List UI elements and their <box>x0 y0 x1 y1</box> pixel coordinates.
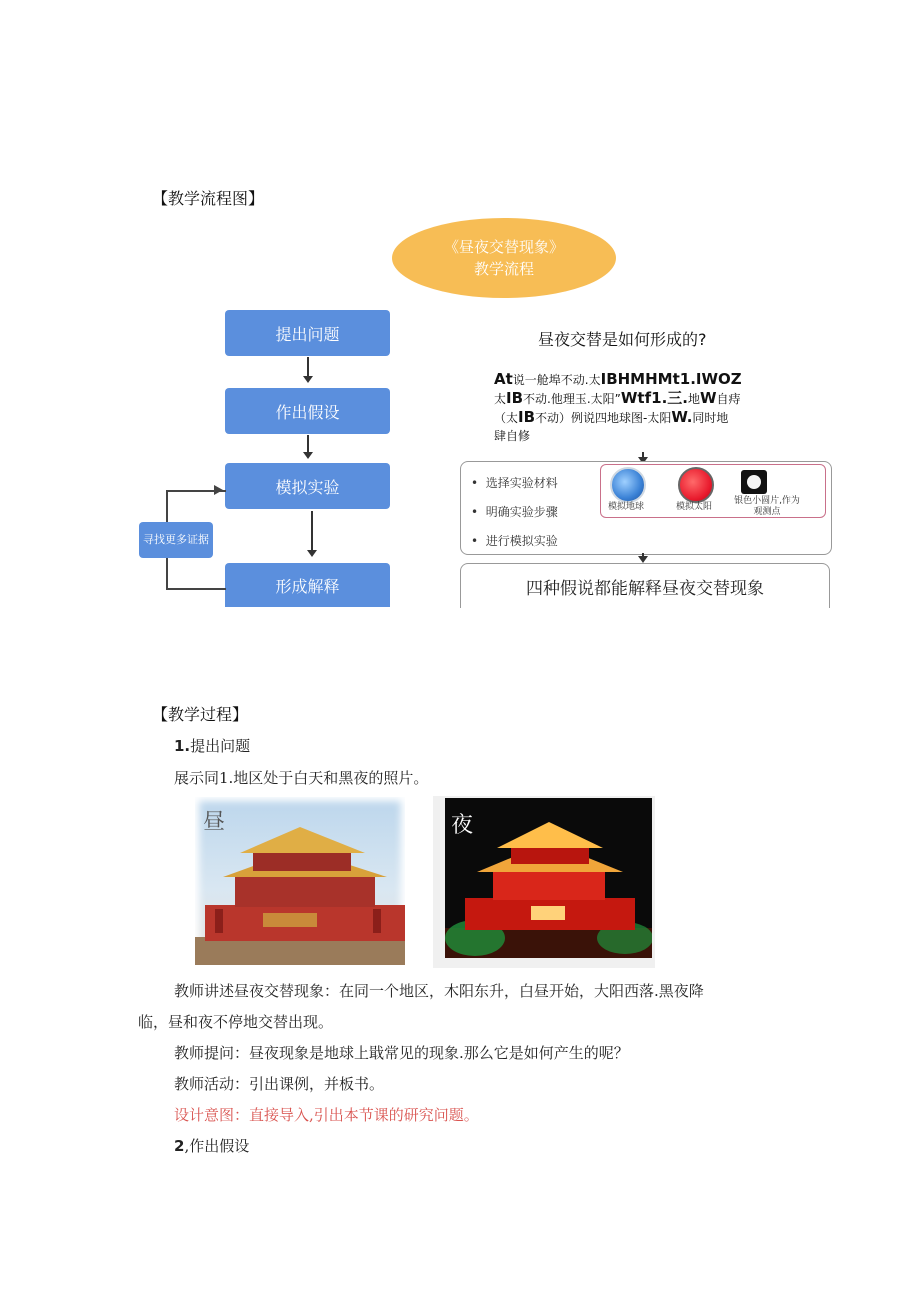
hypo-l1-bold: IBHMHMt1.IWOZ <box>600 370 742 388</box>
nighttime-photo <box>445 798 652 958</box>
find-more-evidence-box: 寻找更多证据 <box>139 522 213 558</box>
heading-2-num: 2 <box>174 1137 185 1155</box>
conclusion-box: 四种假说都能解释昼夜交替现象 <box>460 563 830 608</box>
nighttime-gate-illustration <box>445 798 652 958</box>
step-explanation: 形成解释 <box>225 563 390 607</box>
hypo-l2-c: 不动.他理玉.太阳” <box>523 392 621 406</box>
para-teacher-activity: 教师活动：引出课例，并板书。 <box>174 1075 385 1093</box>
heading-2 <box>174 1131 249 1162</box>
bullet-3-text: 进行模拟实验 <box>485 534 558 548</box>
silver-disc-label: 银色小圆片,作为观测点 <box>734 496 800 517</box>
flow-section-title: 【教学流程图】 <box>152 189 265 208</box>
hypo-l2-e: 地 <box>687 392 700 406</box>
step-raise-question: 提出问题 <box>225 310 390 356</box>
bullet-1-text: 选择实验材料 <box>485 476 558 490</box>
step-simulation: 模拟实验 <box>225 463 390 509</box>
sun-model-label: 模拟太阳 <box>675 502 712 512</box>
oval-line-2: 教学流程 <box>473 260 534 278</box>
hypo-l2-a: 太 <box>494 392 507 406</box>
question-title: 昼夜交替是如何形成的? <box>538 330 707 349</box>
bullet-2: • 明确实验步骤 <box>471 505 558 519</box>
flow-title-oval <box>392 218 616 298</box>
hypo-l2-d: Wtf1.三. <box>620 389 688 407</box>
earth-model-icon <box>610 467 646 503</box>
heading-1-text: 提出问题 <box>190 737 251 755</box>
arrow-hypo-to-exp <box>642 452 644 458</box>
hypo-l1-mid: 说一舱埠不动.太 <box>512 373 601 387</box>
hypo-l3-b: IB <box>518 408 536 426</box>
experiment-steps <box>471 474 558 561</box>
silver-disc-icon <box>741 470 767 494</box>
hypo-l2-g: 自痔 <box>716 392 741 406</box>
step-hypothesis: 作出假设 <box>225 388 390 434</box>
para-teacher-question: 教师提问：昼夜现象是地球上戢常见的现象.那么它是如何产生的呢？ <box>174 1044 629 1062</box>
hypo-l4: 肆自修 <box>494 429 531 443</box>
daytime-gate-illustration <box>195 797 405 965</box>
sun-model-icon <box>678 467 714 503</box>
hypothesis-text <box>494 370 764 445</box>
arrow-2-3 <box>307 435 309 453</box>
para-teacher-narrate-2: 临，昼和夜不停地交替出现。 <box>138 1013 334 1031</box>
hypo-l3-d: W. <box>671 408 693 426</box>
daytime-label: 昼 <box>203 810 226 835</box>
hypo-prefix: At <box>494 370 513 388</box>
hypo-l3-c: 不动）例说四地球图-太阳 <box>535 411 672 425</box>
hypo-l2-f: W <box>699 389 717 407</box>
earth-model-label: 模拟地球 <box>607 502 644 512</box>
bullet-3: • 进行模拟实验 <box>471 534 558 548</box>
hypo-l2-b: IB <box>506 389 524 407</box>
hypo-l3-a: （太 <box>494 411 519 425</box>
hypo-l3-e: 同时地 <box>692 411 729 425</box>
bullet-2-text: 明确实验步骤 <box>485 505 558 519</box>
arrow-exp-to-conclusion <box>642 553 644 557</box>
oval-line-1: 《昼夜交替现象》 <box>443 238 564 256</box>
nighttime-label: 夜 <box>451 813 474 838</box>
heading-1-num: 1. <box>174 737 191 755</box>
heading-1 <box>174 731 250 762</box>
heading-2-text: ,作出假设 <box>184 1137 250 1155</box>
arrow-1-2 <box>307 357 309 377</box>
loop-arrowhead <box>214 485 223 495</box>
arrow-3-4 <box>311 511 313 551</box>
process-section-title: 【教学过程】 <box>152 705 249 724</box>
para-show-photos: 展示同1.地区处于白天和黑夜的照片。 <box>174 769 429 787</box>
para-teacher-narrate-1: 教师讲述昼夜交替现象：在同一个地区，木阳东升，白昼开始，大阳西落.黑夜降 <box>174 982 704 1000</box>
daytime-photo <box>195 797 405 965</box>
bullet-1: • 选择实验材料 <box>471 476 558 490</box>
para-design-intent: 设计意图：直接导入,引出本节课的研究问题。 <box>174 1106 479 1124</box>
